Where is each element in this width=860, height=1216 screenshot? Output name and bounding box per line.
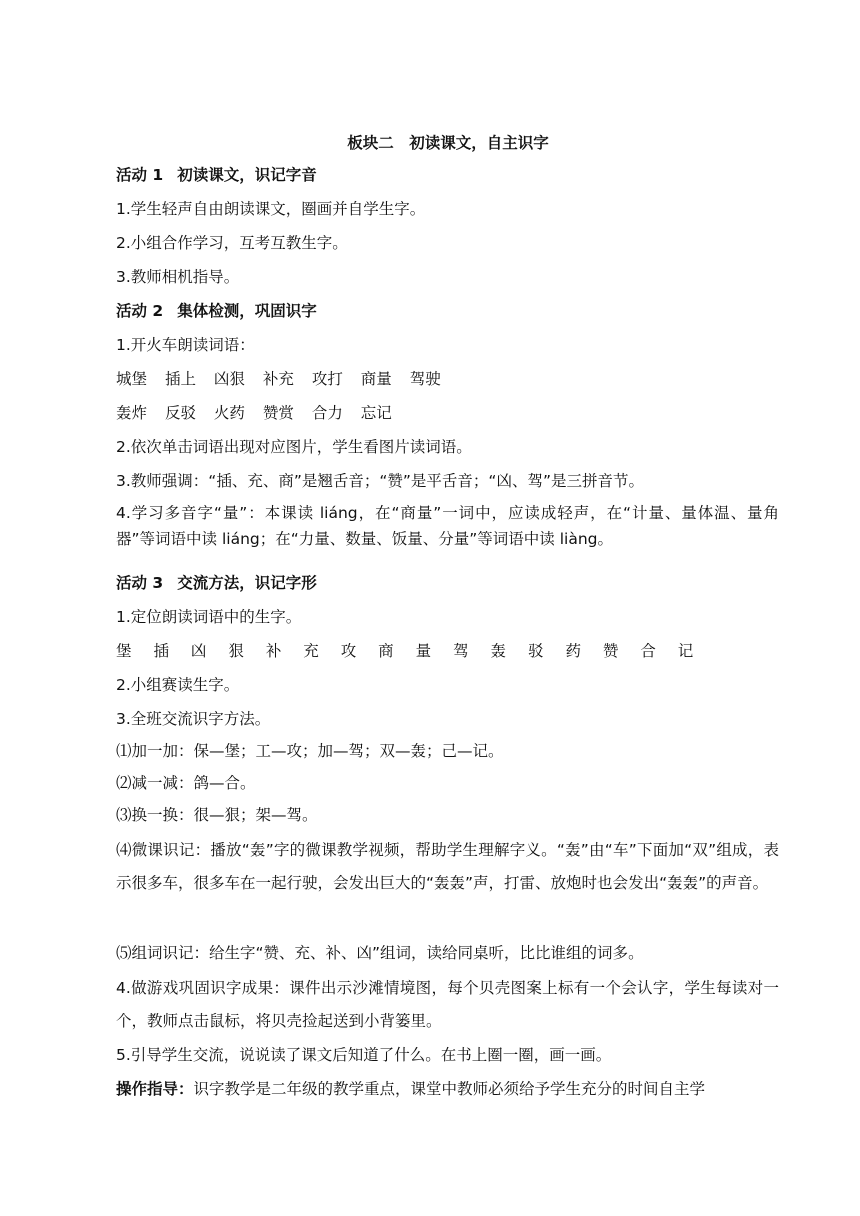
- word-row-1: [116, 368, 454, 390]
- char: 合: [640, 642, 656, 660]
- a3-item-5: 5.引导学生交流，说说读了课文后知道了什么。在书上圈一圈，画一画。: [116, 1046, 612, 1064]
- method-3: ⑶换一换：很—狠；架—驾。: [116, 806, 318, 824]
- char: 补: [265, 642, 282, 660]
- word: 忘记: [360, 404, 392, 422]
- a1-item-1: 1.学生轻声自由朗读课文，圈画并自学生字。: [116, 200, 426, 218]
- a3-item-2: 2.小组赛读生字。: [116, 676, 240, 694]
- activity2-label: 活动 2: [116, 302, 164, 320]
- a3-item-3: 3.全班交流识字方法。: [116, 710, 271, 728]
- char: 驾: [453, 642, 469, 660]
- guide-text: 识字教学是二年级的教学重点，课堂中教师必须给予学生充分的时间自主学: [193, 1080, 706, 1098]
- word: 补充: [262, 370, 294, 388]
- activity2-heading: [116, 300, 317, 322]
- a2-item-4-text: 4.学习多音字“量”：本课读 liáng，在“商量”一词中，应读成轻声，在“计量、量体温、量角器”等词语中读 liáng；在“力量、数量、饭量、分量”等词语中读 liàng。: [116, 504, 779, 548]
- a2-item-1: 1.开火车朗读词语：: [116, 336, 255, 354]
- word: 轰炸: [116, 404, 148, 422]
- method-5: ⑸组词识记：给生字“赞、充、补、凶”组词，读给同桌听，比比谁组的词多。: [116, 944, 644, 962]
- char: 商: [378, 642, 394, 660]
- word-row-2: [116, 402, 405, 424]
- section-title: 板块二 初读课文，自主识字: [347, 134, 549, 152]
- a2-item-4: [116, 500, 779, 552]
- char: 药: [565, 642, 581, 660]
- char: 量: [415, 642, 432, 660]
- method-4: ⑷微课识记：播放“轰”字的微课教学视频，帮助学生理解字义。“轰”由“车”下面加“双”组成，表示很多车，很多车在一起行驶，会发出巨大的“轰轰”声，打雷、放炮时也会发出“轰轰”的声音。: [116, 841, 779, 892]
- char: 凶: [190, 642, 207, 660]
- a1-item-3: 3.教师相机指导。: [116, 268, 240, 286]
- char: 充: [303, 642, 319, 660]
- char: 堡: [116, 642, 132, 660]
- a3-item-4: 4.做游戏巩固识字成果：课件出示沙滩情境图，每个贝壳图案上标有一个会认字，学生每读对一个，教师点击鼠标，将贝壳捡起送到小背篓里。: [116, 979, 779, 1030]
- operation-guide: [116, 1078, 705, 1100]
- word: 反驳: [164, 404, 196, 422]
- word: 合力: [311, 404, 343, 422]
- a3-item-1: 1.定位朗读词语中的生字。: [116, 608, 302, 626]
- guide-label: 操作指导：: [116, 1080, 194, 1098]
- word: 赞赏: [262, 404, 294, 422]
- a2-item-2: 2.依次单击词语出现对应图片，学生看图片读词语。: [116, 438, 472, 456]
- activity1-title: 初读课文，识记字音: [177, 166, 317, 184]
- char: 插: [153, 642, 169, 660]
- activity2-title: 集体检测，巩固识字: [177, 302, 317, 320]
- method-1: ⑴加一加：保—堡；工—攻；加—驾；双—轰；己—记。: [116, 742, 504, 760]
- char: 狠: [228, 642, 244, 660]
- char: 攻: [340, 642, 357, 660]
- activity3-label: 活动 3: [116, 574, 164, 592]
- word: 城堡: [116, 370, 148, 388]
- word: 插上: [164, 370, 196, 388]
- method-2: ⑵减一减：鸽—合。: [116, 774, 256, 792]
- char: 赞: [602, 642, 619, 660]
- word: 商量: [360, 370, 392, 388]
- activity1-heading: [116, 164, 317, 186]
- a1-item-2: 2.小组合作学习，互考互教生字。: [116, 234, 348, 252]
- a2-item-3: 3.教师强调：“插、充、商”是翘舌音；“赞”是平舌音；“凶、驾”是三拼音节。: [116, 472, 644, 490]
- word: 驾驶: [409, 370, 441, 388]
- activity1-label: 活动 1: [116, 166, 164, 184]
- char-row: [116, 640, 710, 662]
- char: 驳: [527, 642, 544, 660]
- activity3-title: 交流方法，识记字形: [177, 574, 317, 592]
- word: 火药: [213, 404, 245, 422]
- activity3-heading: [116, 572, 317, 594]
- word: 攻打: [311, 370, 343, 388]
- char: 轰: [490, 642, 507, 660]
- word: 凶狠: [213, 370, 245, 388]
- char: 记: [677, 642, 694, 660]
